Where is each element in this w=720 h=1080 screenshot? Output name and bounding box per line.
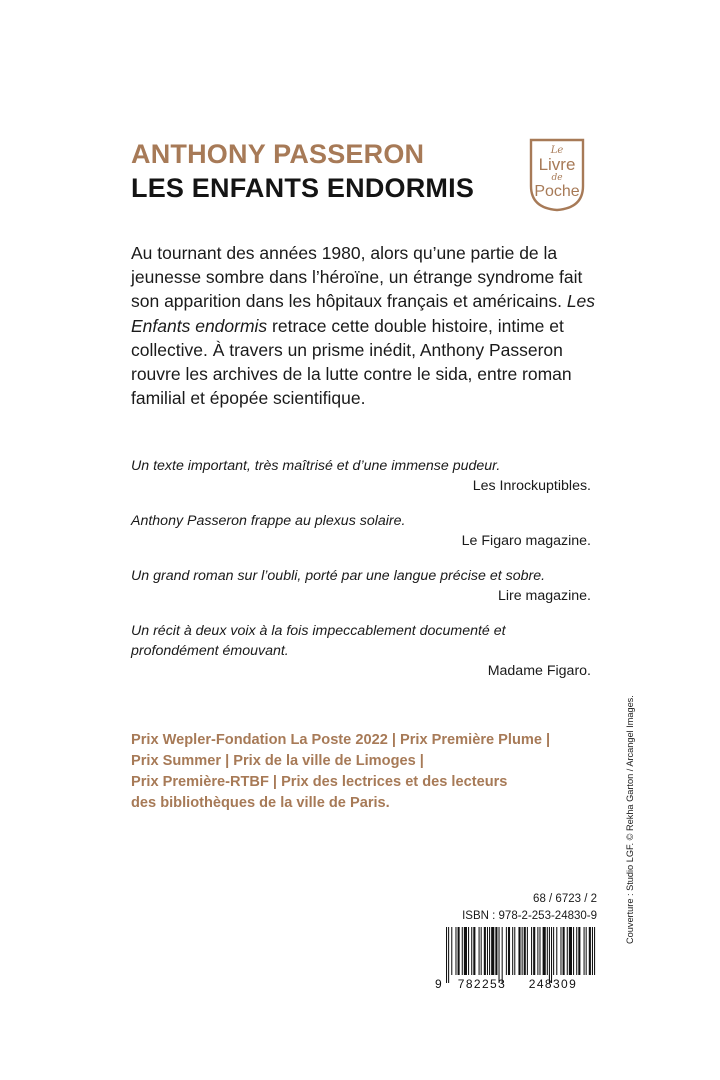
barcode-bar xyxy=(462,927,463,975)
barcode-bar xyxy=(578,927,580,975)
barcode-bar xyxy=(446,927,447,983)
barcode-bar xyxy=(594,927,595,975)
prizes-line: Prix Summer | Prix de la ville de Limoges | xyxy=(131,753,424,769)
barcode-bar xyxy=(537,927,538,975)
prizes-line: des bibliothèques de la ville de Paris. xyxy=(131,795,390,811)
press-quote xyxy=(131,456,591,496)
author-name: ANTHONY PASSERON xyxy=(131,139,425,169)
prizes-line: Prix Première-RTBF | Prix des lectrices et des lecteurs xyxy=(131,774,508,790)
barcode-bar xyxy=(495,927,497,975)
barcode-digit-first: 9 xyxy=(435,977,442,991)
quote-source: Madame Figaro. xyxy=(487,663,591,679)
prizes-list xyxy=(131,730,611,814)
barcode-bar xyxy=(448,927,449,983)
quote-source: Le Figaro magazine. xyxy=(461,533,591,549)
barcode-bar xyxy=(576,927,577,975)
quote-text: Un texte important, très maîtrisé et d’une immense pudeur. xyxy=(131,458,501,474)
barcode-bar xyxy=(518,927,520,975)
isbn-barcode xyxy=(432,927,600,991)
barcode-bar xyxy=(464,927,467,975)
barcode-bar xyxy=(508,927,510,975)
barcode-digits-right: 248309 xyxy=(528,977,578,991)
press-quotes xyxy=(131,456,591,696)
quote-source: Lire magazine. xyxy=(497,588,591,604)
quote-text: Anthony Passeron frappe au plexus solaire. xyxy=(131,513,406,529)
barcode-bars xyxy=(446,927,595,983)
barcode-bar xyxy=(533,927,535,975)
barcode-bar xyxy=(473,927,475,975)
barcode-bar xyxy=(556,927,557,975)
barcode-bar xyxy=(589,927,591,975)
barcode-bar xyxy=(512,927,513,975)
quote-source: Les Inrockuptibles. xyxy=(472,478,591,494)
logo-text-poche: Poche xyxy=(534,183,580,200)
barcode-bar xyxy=(584,927,585,975)
barcode-bar xyxy=(481,927,482,975)
barcode-bar xyxy=(502,927,503,983)
catalog-code: 68 / 6723 / 2 xyxy=(533,893,597,905)
barcode-digits-left: 782253 xyxy=(457,977,507,991)
barcode-bar xyxy=(531,927,532,975)
barcode-bar xyxy=(487,927,488,975)
barcode-bar xyxy=(553,927,554,975)
quote-text: Un récit à deux voix à la fois impeccablement documenté et profondément émouvant. xyxy=(131,623,506,659)
quote-text: Un grand roman sur l’oubli, porté par une langue précise et sobre. xyxy=(131,568,546,584)
barcode-bar xyxy=(468,927,469,975)
barcode-bar xyxy=(592,927,593,975)
barcode-bar xyxy=(489,927,490,975)
cover-credit: Couverture : Studio LGF. © Rekha Garton / Arcangel Images. xyxy=(625,695,635,944)
barcode-bar xyxy=(514,927,515,975)
barcode-bar xyxy=(547,927,548,975)
barcode-bar xyxy=(549,927,550,983)
barcode-bar xyxy=(451,927,452,975)
barcode-bar xyxy=(479,927,480,975)
barcode-bar xyxy=(458,927,460,975)
barcode-bar xyxy=(569,927,572,975)
barcode-bar xyxy=(471,927,472,975)
press-quote xyxy=(131,511,591,551)
barcode-bar xyxy=(567,927,568,975)
barcode-bar xyxy=(484,927,486,975)
barcode-bar xyxy=(527,927,528,975)
barcode-bar xyxy=(563,927,565,975)
barcode-bar xyxy=(524,927,526,975)
summary-text-2: retrace cette double histoire, intime et collective. À travers un prisme inédit, Anthony Passeron rouvre les archives de la lutte contre le sida, entre roman familial et épopée scientifique. xyxy=(131,315,572,409)
summary-title-italic: Les Enfants endormis xyxy=(131,291,596,336)
barcode-bar xyxy=(522,927,523,975)
barcode-bar xyxy=(560,927,561,975)
barcode-bar xyxy=(539,927,540,975)
logo-text-le: Le xyxy=(550,145,564,156)
barcode-bar xyxy=(455,927,456,975)
isbn-number: ISBN : 978-2-253-24830-9 xyxy=(462,910,597,922)
book-title: LES ENFANTS ENDORMIS xyxy=(131,173,475,203)
barcode-bar xyxy=(491,927,494,975)
barcode-bar xyxy=(499,927,500,983)
press-quote xyxy=(131,621,591,681)
barcode-bar xyxy=(551,927,552,983)
press-quote xyxy=(131,566,591,606)
logo-text-livre: Livre xyxy=(538,155,576,174)
logo-text-de: de xyxy=(551,173,563,183)
barcode-bar xyxy=(573,927,574,975)
barcode-bar xyxy=(506,927,507,975)
barcode-bar xyxy=(586,927,587,975)
livre-de-poche-logo xyxy=(527,134,587,212)
prizes-line: Prix Wepler-Fondation La Poste 2022 | Prix Première Plume | xyxy=(131,732,551,748)
summary-text-1: Au tournant des années 1980, alors qu’une partie de la jeunesse sombre dans l’héroïne, un étrange syndrome fait son apparition dans les hôpitaux français et américains. xyxy=(131,243,583,312)
book-summary xyxy=(131,241,601,410)
barcode-bar xyxy=(543,927,546,975)
